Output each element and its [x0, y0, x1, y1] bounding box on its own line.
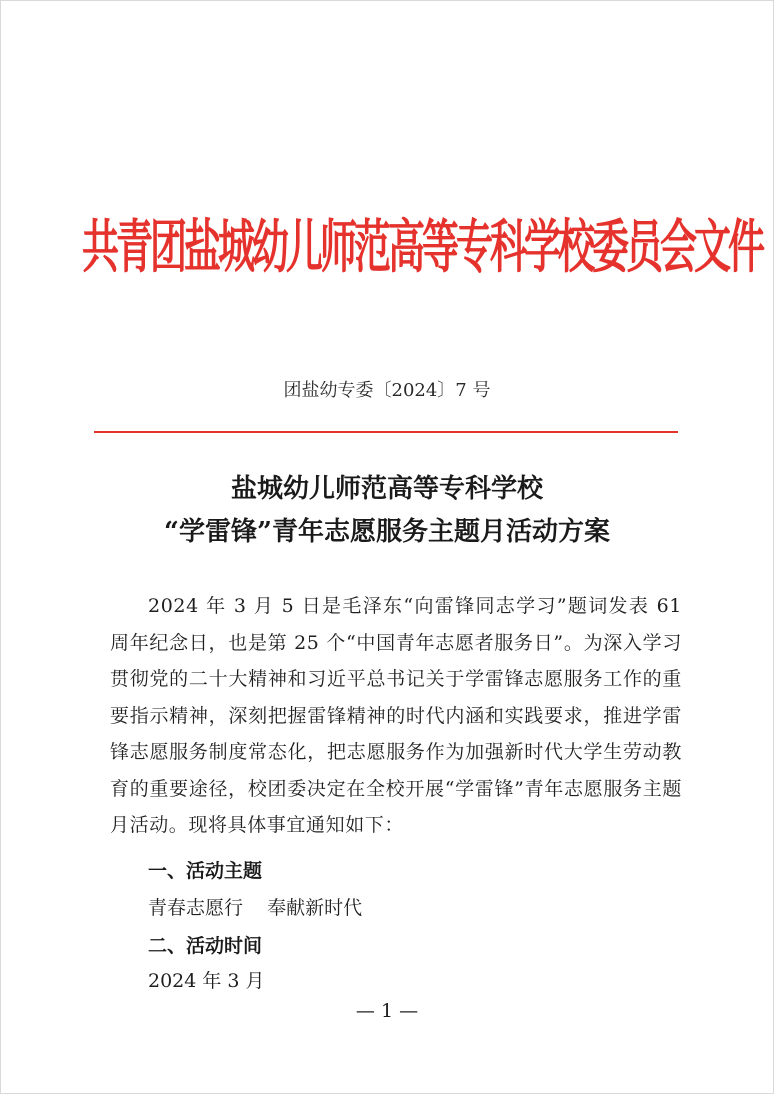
section-content-time: 2024 年 3 月 — [148, 970, 265, 992]
intro-paragraph: 2024 年 3 月 5 日是毛泽东“向雷锋同志学习”题词发表 61 周年纪念日，也是第 25 个“中国青年志愿者服务日”。为深入学习贯彻党的二十大精神和习近平总书记关于学雷锋志愿服务工作的重要指示精神，深刻把握雷锋精神的时代内涵和实践要求，推进学雷锋志愿服务制度常态化，把志愿服务作为加强新时代大学生劳动教育的重要途径，校团委决定在全校开展“学雷锋”青年志愿服务主题月活动。现将具体事宜通知如下： — [110, 595, 682, 836]
document-title-line-2: “学雷锋”青年志愿服务主题月活动方案 — [164, 517, 610, 547]
red-divider-line — [94, 431, 678, 433]
section-content-theme: 青春志愿行 奉献新时代 — [148, 897, 363, 919]
section-heading-theme: 一、活动主题 — [148, 860, 263, 882]
page-number: — 1 — — [355, 1000, 419, 1022]
document-header-title: 共青团盐城幼儿师范高等专科学校委员会文件 — [82, 212, 762, 281]
section-heading-time: 二、活动时间 — [148, 935, 263, 957]
document-number: 团盐幼专委〔2024〕7 号 — [283, 380, 491, 401]
document-title-line-1: 盐城幼儿师范高等专科学校 — [230, 474, 543, 504]
